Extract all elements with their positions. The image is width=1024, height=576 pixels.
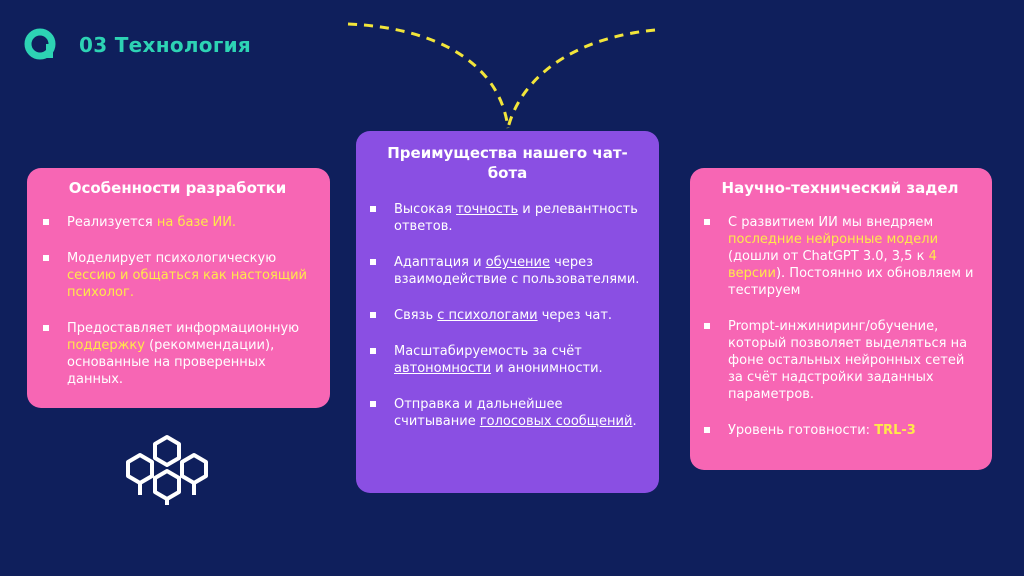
list-item (43, 214, 312, 231)
bullet-list (370, 201, 645, 430)
square-bullet-icon (704, 323, 710, 329)
square-bullet-icon (370, 259, 376, 265)
square-bullet-icon (704, 427, 710, 433)
item-underlined: автономности (394, 361, 492, 376)
item-highlight: последние нейронные модели (728, 232, 939, 247)
card-scientific-groundwork (690, 168, 992, 470)
item-highlight: 4 версии (728, 249, 937, 281)
item-text: С развитием ИИ мы внедряем (728, 215, 934, 230)
dashed-arcs-decoration (330, 10, 670, 135)
card-chatbot-advantages (356, 131, 659, 493)
item-text: Моделирует психологическую (67, 251, 277, 266)
item-text: Уровень готовности: (728, 423, 875, 438)
item-underlined: обучение (485, 255, 551, 270)
item-text: и анонимности. (491, 361, 603, 376)
item-text: через взаимодействие с пользователями. (394, 255, 640, 287)
card-title: Научно-технический задел (721, 179, 959, 197)
item-text: через чат. (537, 308, 613, 323)
item-text: Prompt-инжиниринг/обучение, который позволяет выделяться на фоне остальных нейронных сетей за счёт надстройки заданных параметров. (728, 319, 968, 402)
item-text: . (632, 414, 637, 429)
bullet-list (704, 214, 976, 439)
list-item (370, 396, 645, 430)
item-text: ). Постоянно их обновляем и тестируем (728, 266, 974, 298)
page-title: 03 Технология (79, 33, 252, 57)
item-text: Отправка и дальнейшее считывание (394, 397, 563, 429)
list-item (43, 320, 312, 388)
item-text: Адаптация и (394, 255, 486, 270)
list-item (370, 201, 645, 235)
item-text: Связь (394, 308, 438, 323)
item-highlight: сессию и общаться как настоящий психолог. (67, 268, 307, 300)
square-bullet-icon (370, 348, 376, 354)
item-text: Высокая (394, 202, 457, 217)
item-text: (рекоммендации), основанные на проверенных данных. (67, 338, 275, 387)
item-text: и релевантность ответов. (394, 202, 638, 234)
list-item (704, 214, 976, 299)
item-underlined: голосовых сообщений (479, 414, 633, 429)
card-title: Преимущества нашего чат-бота (387, 144, 628, 182)
card-title: Особенности разработки (68, 179, 287, 197)
list-item (370, 343, 645, 377)
brand-logo-icon (24, 27, 58, 61)
item-text: (дошли от ChatGPT 3.0, 3,5 к (728, 249, 929, 264)
bullet-list (43, 214, 312, 388)
readiness-level-badge: TRL-3 (874, 423, 916, 438)
hexagon-network-icon (122, 433, 212, 507)
item-underlined: точность (456, 202, 519, 217)
item-text: Реализуется (67, 215, 157, 230)
square-bullet-icon (43, 219, 49, 225)
list-item (43, 250, 312, 301)
square-bullet-icon (370, 401, 376, 407)
card-development-features (27, 168, 330, 408)
list-item (370, 254, 645, 288)
item-highlight: поддержку (67, 338, 145, 353)
item-text: Масштабируемость за счёт (394, 344, 582, 359)
square-bullet-icon (43, 255, 49, 261)
item-highlight: на базе ИИ. (156, 215, 237, 230)
square-bullet-icon (370, 206, 376, 212)
list-item (370, 307, 645, 324)
square-bullet-icon (370, 312, 376, 318)
item-underlined: с психологами (437, 308, 538, 323)
item-text: Предоставляет информационную (67, 321, 300, 336)
square-bullet-icon (43, 325, 49, 331)
list-item (704, 318, 976, 403)
square-bullet-icon (704, 219, 710, 225)
list-item (704, 422, 976, 439)
